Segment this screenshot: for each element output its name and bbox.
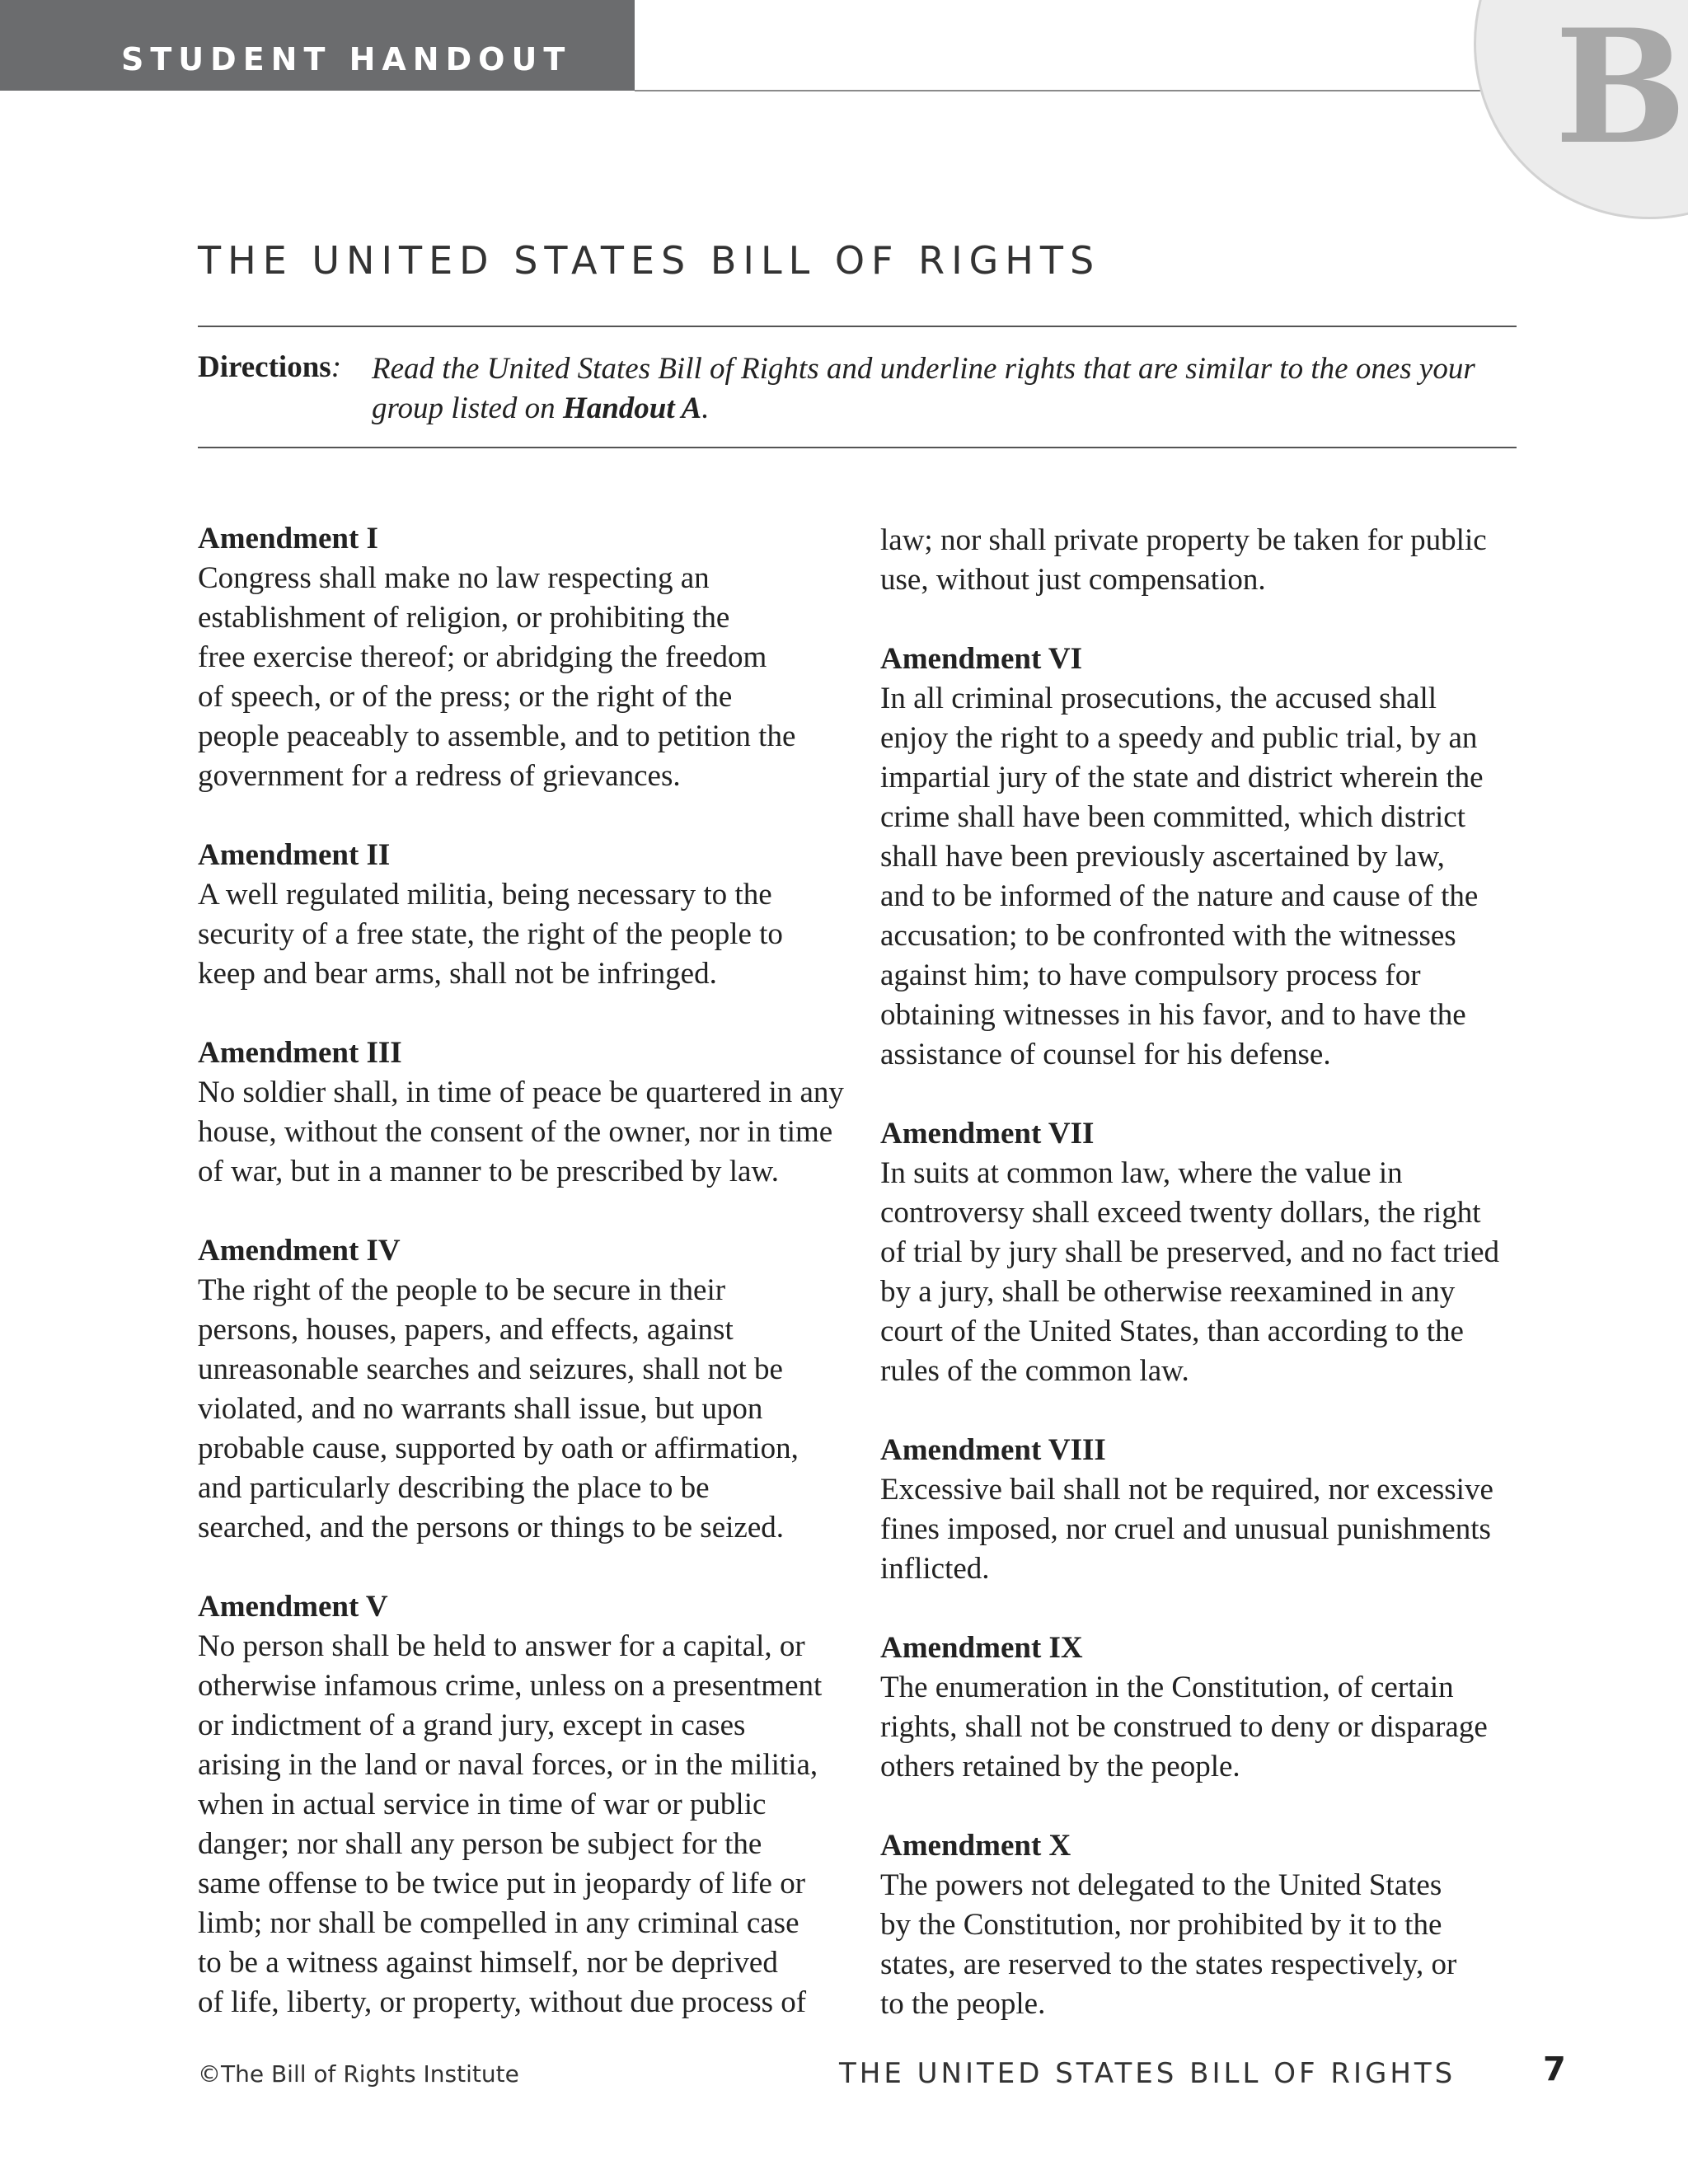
directions-top-rule — [198, 326, 1517, 327]
amendment-text: The right of the people to be secure in their persons, houses, papers, and effects, against unreasonable searches and seizures, shall not be violated, and no warrants shall issue, but upon probable cause, supported by oath or affirmation, and particularly describing the place to be searched, and the persons or things to be seized. — [198, 1273, 799, 1544]
amendment-3 — [198, 1033, 849, 1192]
amendment-1 — [198, 519, 849, 796]
amendment-title: Amendment V — [198, 1590, 388, 1624]
directions-label: Directions: — [198, 350, 342, 384]
amendment-title: Amendment VII — [880, 1117, 1095, 1151]
left-column — [198, 519, 849, 2062]
amendment-title: Amendment I — [198, 522, 378, 555]
amendment-text: In all criminal prosecutions, the accused shall enjoy the right to a speedy and public trial, by an impartial jury of the state and district wherein the crime shall have been committed, which district shall have been previously ascertained by law, and to be informed of the nature and cause of the accusation; to be confronted with the witnesses against him; to have compulsory process for obtaining witnesses in his favor, and to have the assistance of counsel for his defense. — [880, 682, 1484, 1071]
amendment-title: Amendment X — [880, 1829, 1071, 1863]
amendment-text: No soldier shall, in time of peace be quartered in any house, without the consent of the owner, nor in time of war, but in a manner to be prescribed by law. — [198, 1076, 844, 1188]
amendment-2 — [198, 836, 849, 994]
amendment-5-continuation: law; nor shall private property be taken for public use, without just compensation. — [880, 523, 1487, 597]
right-column — [880, 521, 1531, 2064]
amendment-5 — [198, 1587, 849, 2022]
handout-badge — [1474, 0, 1688, 219]
handout-reference: Handout A — [562, 391, 702, 425]
amendment-7 — [880, 1114, 1531, 1391]
amendment-9 — [880, 1629, 1531, 1787]
amendment-text: No person shall be held to answer for a capital, or otherwise infamous crime, unless on a presentment or indictment of a grand jury, except in cases arising in the land or naval forces, or in the militia, when in actual service in time of war or public danger; nor shall any person be subject for the same offense to be twice put in jeopardy of life or limb; nor shall be compelled in any criminal case to be a witness against himself, nor be deprived of life, liberty, or property, without due process of — [198, 1629, 823, 2019]
amendment-4 — [198, 1231, 849, 1548]
amendment-title: Amendment II — [198, 838, 391, 872]
handout-label: STUDENT HANDOUT — [121, 41, 572, 77]
directions-text: Read the United States Bill of Rights and underline rights that are similar to the ones your group listed on Handout A. — [372, 352, 1475, 425]
badge-letter: B — [1554, 0, 1687, 179]
footer-title: THE UNITED STATES BILL OF RIGHTS — [839, 2057, 1456, 2090]
amendment-title: Amendment VIII — [880, 1433, 1106, 1467]
page-number: 7 — [1543, 2050, 1566, 2088]
amendment-10 — [880, 1826, 1531, 2024]
page-title: THE UNITED STATES BILL OF RIGHTS — [198, 237, 1101, 283]
amendment-text: In suits at common law, where the value in controversy shall exceed twenty dollars, the right of trial by jury shall be preserved, and no fact tried by a jury, shall be otherwise reexamined in any court of the United States, than according to the rules of the common law. — [880, 1156, 1500, 1388]
amendment-title: Amendment VI — [880, 642, 1082, 676]
amendment-title: Amendment III — [198, 1036, 402, 1070]
directions-bottom-rule — [198, 447, 1517, 448]
header-rule — [635, 90, 1541, 91]
footer-copyright: ©The Bill of Rights Institute — [198, 2060, 519, 2088]
amendment-text: The powers not delegated to the United States by the Constitution, nor prohibited by it to the states, are reserved to the states respectively, or to the people. — [880, 1868, 1457, 2021]
amendment-8 — [880, 1431, 1531, 1589]
amendment-text: The enumeration in the Constitution, of certain rights, shall not be construed to deny or disparage others retained by the people. — [880, 1671, 1488, 1783]
amendment-title: Amendment IV — [198, 1234, 401, 1268]
amendment-6 — [880, 640, 1531, 1075]
amendment-text: Excessive bail shall not be required, nor excessive fines imposed, nor cruel and unusual punishments inflicted. — [880, 1473, 1493, 1586]
amendment-text: Congress shall make no law respecting an establishment of religion, or prohibiting the free exercise thereof; or abridging the freedom of speech, or of the press; or the right of the people peaceably to assemble, and to petition the government for a redress of grievances. — [198, 561, 796, 793]
amendment-title: Amendment IX — [880, 1631, 1083, 1665]
amendment-text: A well regulated militia, being necessary to the security of a free state, the right of the people to keep and bear arms, shall not be infringed. — [198, 878, 783, 991]
